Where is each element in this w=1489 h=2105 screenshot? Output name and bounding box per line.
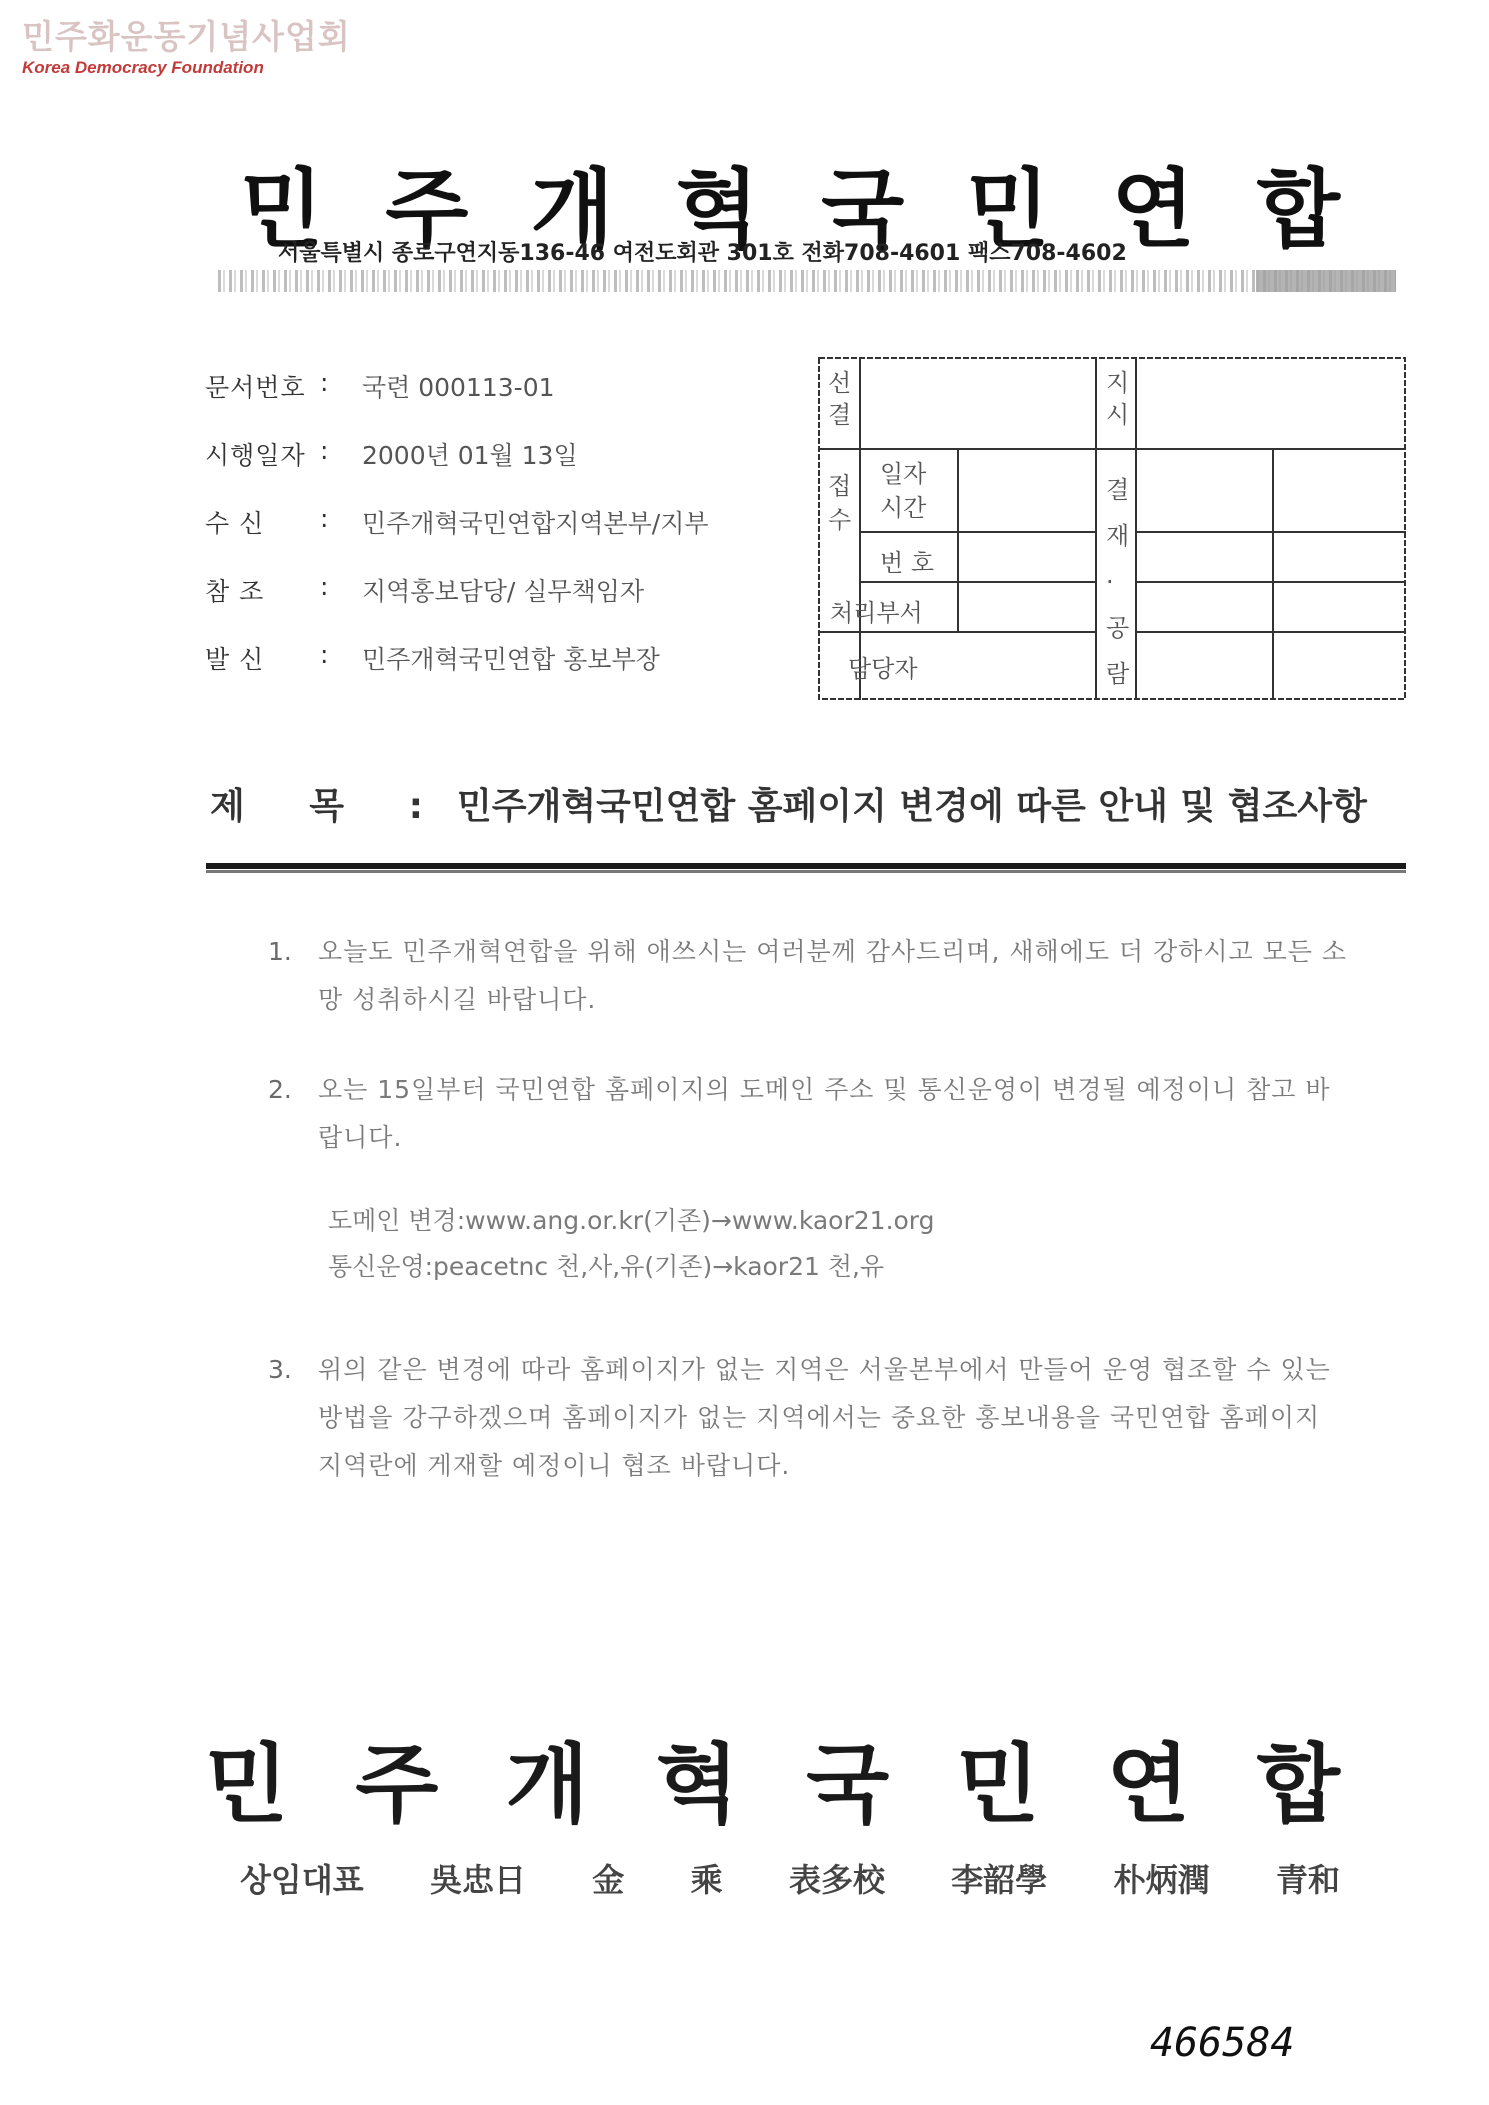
representative-name: 金 — [592, 1861, 625, 1899]
domain-line: 도메인 변경:www.ang.or.kr(기존)→www.kaor21.org — [328, 1206, 935, 1235]
meta-sep: : — [320, 572, 329, 601]
meta-row — [205, 436, 709, 504]
meta-row — [205, 368, 709, 436]
representative-name: 朴炳潤 — [1113, 1861, 1210, 1899]
footer-char: 주 — [355, 1734, 439, 1835]
meta-sep: : — [320, 504, 329, 533]
approval-box — [818, 357, 1406, 700]
representative-names — [240, 1855, 1340, 1901]
label-dept: 처리부서 — [830, 599, 923, 627]
footer-org-name — [205, 1715, 1340, 1839]
watermark-english: Korea Democracy Foundation — [22, 58, 264, 77]
representative-name: 李韶學 — [951, 1861, 1048, 1899]
title-char: 국 — [821, 159, 905, 260]
meta-row — [205, 640, 709, 708]
paragraph-number: 3. — [268, 1355, 292, 1384]
paragraph-number: 2. — [268, 1075, 292, 1104]
scan-noise-band — [218, 270, 1396, 292]
meta-row — [205, 572, 709, 640]
meta-key: 시행일자 — [205, 441, 306, 470]
label-receipt: 접 수 — [828, 472, 852, 534]
domain-change-list — [328, 1198, 1348, 1290]
title-char: 민 — [240, 159, 324, 260]
footer-char: 민 — [205, 1734, 289, 1835]
footer-char: 국 — [806, 1734, 890, 1835]
label-number: 번 호 — [880, 549, 934, 577]
meta-value: 국련 000113-01 — [362, 373, 555, 402]
representative-name: 青和 — [1275, 1861, 1340, 1899]
representative-name: 乘 — [690, 1861, 723, 1899]
meta-value: 민주개혁국민연합지역본부/지부 — [362, 509, 709, 538]
footer-char: 연 — [1106, 1734, 1190, 1835]
subject-rule-secondary — [206, 870, 1406, 873]
title-char: 합 — [1256, 159, 1340, 260]
representative-name: 表多校 — [788, 1861, 885, 1899]
footer-char: 합 — [1256, 1734, 1340, 1835]
footer-char: 개 — [505, 1734, 589, 1835]
meta-key: 발 신 — [205, 645, 265, 674]
label-instruction: 지 시 — [1106, 369, 1130, 429]
meta-value: 민주개혁국민연합 홍보부장 — [362, 645, 660, 674]
title-char: 개 — [530, 159, 614, 260]
subject-rule — [206, 863, 1406, 869]
paragraph-text: 오는 15일부터 국민연합 홈페이지의 도메인 주소 및 통신운영이 변경될 예정이니 참고 바랍니다. — [318, 1075, 1331, 1152]
footer-char: 혁 — [655, 1734, 739, 1835]
letterhead-address: 서울특별시 종로구연지동136-46 여전도회관 301호 전화708-4601 팩스708-4602 — [278, 241, 1127, 266]
paragraph-number: 1. — [268, 937, 292, 966]
meta-sep: : — [320, 640, 329, 669]
paragraph — [268, 928, 1348, 1024]
watermark-logo — [22, 18, 351, 78]
meta-key: 문서번호 — [205, 373, 306, 402]
meta-sep: : — [320, 436, 329, 465]
label-datetime: 일자 시간 — [880, 460, 927, 522]
meta-key: 참 조 — [205, 577, 265, 606]
label-decision: 결 재 · 공 람 — [1106, 476, 1130, 688]
title-char: 연 — [1111, 159, 1195, 260]
meta-sep: : — [320, 368, 329, 397]
meta-row — [205, 504, 709, 572]
meta-value: 지역홍보담당/ 실무책임자 — [362, 577, 645, 606]
representative-name: 상임대표 — [240, 1861, 364, 1899]
title-char: 민 — [966, 159, 1050, 260]
label-pre-decision: 선 결 — [828, 369, 852, 429]
label-person: 담당자 — [848, 655, 918, 683]
paragraph — [268, 1346, 1348, 1490]
paragraph-text: 위의 같은 변경에 따라 홈페이지가 없는 지역은 서울본부에서 만들어 운영 협조할 수 있는 방법을 강구하겠으며 홈페이지가 없는 지역에서는 중요한 홍보내용을 국민연합 홈페이지 지역란에 게재할 예정이니 협조 바랍니다. — [318, 1355, 1331, 1480]
document-body — [268, 928, 1348, 1532]
subject-text: 민주개혁국민연합 홈페이지 변경에 따른 안내 및 협조사항 — [457, 786, 1367, 827]
watermark-korean: 민주화운동기념사업회 — [22, 17, 351, 56]
paragraph — [268, 1066, 1348, 1162]
subject-line — [210, 778, 1367, 829]
meta-value: 2000년 01월 13일 — [362, 441, 578, 470]
title-char: 혁 — [675, 159, 759, 260]
meta-key: 수 신 — [205, 509, 265, 538]
representative-name: 吳忠日 — [429, 1861, 526, 1899]
subject-label: 제 목 : — [210, 786, 450, 827]
title-char: 주 — [385, 159, 469, 260]
document-meta — [205, 368, 709, 708]
domain-line: 통신운영:peacetnc 천,사,유(기존)→kaor21 천,유 — [328, 1252, 885, 1281]
footer-char: 민 — [956, 1734, 1040, 1835]
paragraph-text: 오늘도 민주개혁연합을 위해 애쓰시는 여러분께 감사드리며, 새해에도 더 강하시고 모든 소망 성취하시길 바랍니다. — [318, 937, 1347, 1014]
archive-number: 466584 — [1150, 2020, 1295, 2066]
